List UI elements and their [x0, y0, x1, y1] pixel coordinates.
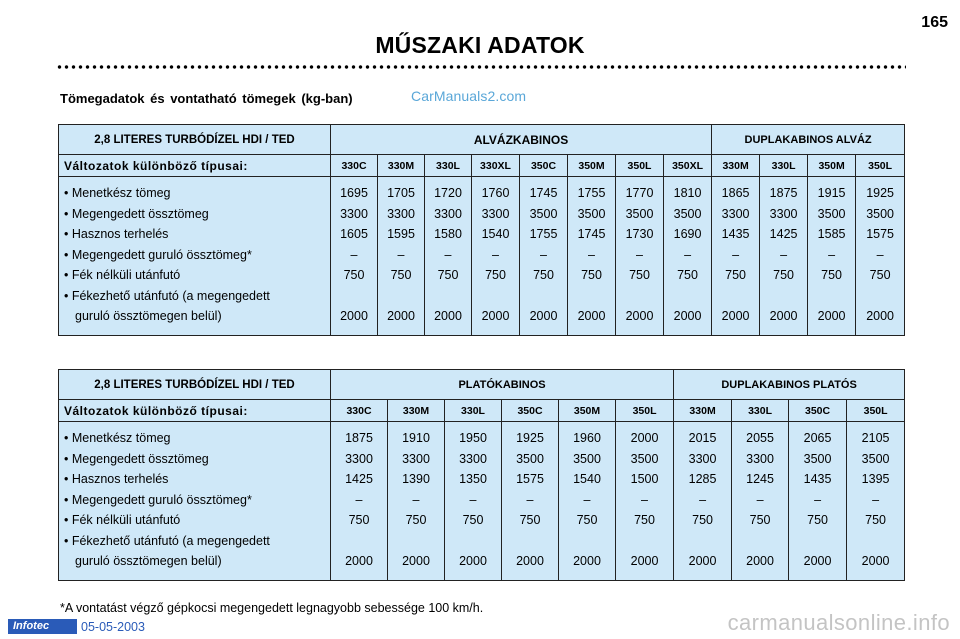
value-cell: 3300 — [434, 206, 462, 221]
value-cell: – — [641, 492, 648, 507]
group-header-double-cab-platform: DUPLAKABINOS PLATÓS — [674, 370, 905, 400]
value-cell: 3300 — [481, 206, 510, 221]
value-cell: – — [444, 247, 452, 262]
value-cell: 1435 — [721, 227, 750, 241]
value-cell: 1950 — [459, 431, 487, 445]
row-labels — [59, 177, 331, 336]
value-cell: 2000 — [630, 554, 659, 568]
value-cell: 1690 — [673, 227, 702, 241]
value-cell: 1540 — [481, 227, 510, 241]
page-number: 165 — [921, 14, 948, 31]
value-cell: 1915 — [817, 186, 846, 200]
value-cell: 1245 — [746, 472, 774, 486]
value-cell: – — [355, 492, 363, 507]
value-column — [789, 422, 847, 581]
chassis-cab-weights-table — [58, 124, 905, 336]
value-cell: 750 — [773, 268, 794, 282]
value-cell: 2000 — [577, 309, 606, 323]
value-cell: 3500 — [817, 206, 846, 221]
value-cell: 2015 — [688, 431, 717, 445]
value-cell: – — [872, 492, 880, 507]
dotted-title-rule — [56, 64, 906, 70]
value-column — [856, 177, 905, 336]
value-cell: 3300 — [340, 206, 368, 221]
spacer — [856, 286, 904, 307]
label-curb-weight: • Menetkész tömeg — [64, 431, 171, 445]
value-cell: 2000 — [529, 309, 558, 323]
value-cell: 3300 — [402, 451, 430, 466]
type-cell: 330M — [378, 155, 425, 177]
type-cell: 350XL — [664, 155, 712, 177]
type-cell: 330C — [331, 400, 388, 422]
value-column — [808, 177, 856, 336]
spacer — [378, 286, 424, 307]
value-column — [520, 177, 568, 336]
type-cell: 350C — [502, 400, 559, 422]
spacer — [502, 531, 558, 552]
value-cell: 750 — [725, 268, 746, 282]
spacer — [760, 286, 807, 307]
value-cell: 3300 — [387, 206, 415, 221]
carmanuals-watermark: CarManuals2.com — [411, 88, 527, 104]
value-column — [445, 422, 502, 581]
value-column — [732, 422, 789, 581]
value-cell: 1595 — [387, 227, 415, 241]
spacer — [616, 286, 663, 307]
label-curb-weight: • Menetkész tömeg — [64, 186, 171, 200]
label-gross-train-weight: • Megengedett guruló össztömeg* — [64, 492, 252, 507]
type-cell: 330M — [712, 155, 760, 177]
types-label: Változatok különböző típusai: — [59, 155, 331, 177]
value-cell: – — [814, 492, 822, 507]
value-cell: 2000 — [481, 309, 510, 323]
value-cell: 3500 — [673, 206, 702, 221]
value-cell: 1755 — [529, 227, 558, 241]
spacer — [732, 531, 788, 552]
value-column — [559, 422, 616, 581]
value-cell: – — [684, 247, 692, 262]
value-cell: 3500 — [573, 451, 601, 466]
type-cell: 330L — [445, 400, 502, 422]
value-cell: 750 — [581, 268, 602, 282]
value-cell: – — [732, 247, 740, 262]
value-cell: – — [397, 247, 405, 262]
value-column — [378, 177, 425, 336]
value-cell: 3500 — [516, 451, 544, 466]
value-cell: 2105 — [861, 431, 890, 445]
spacer — [664, 286, 711, 307]
footnote: *A vontatást végző gépkocsi megengedett legnagyobb sebessége 100 km/h. — [60, 601, 484, 615]
row-labels — [59, 422, 331, 581]
types-row — [59, 155, 905, 177]
value-cell: 750 — [343, 268, 365, 282]
value-cell: – — [540, 247, 547, 262]
value-cell: 1695 — [340, 186, 368, 200]
spacer — [712, 286, 759, 307]
value-cell: 1390 — [402, 472, 430, 486]
type-cell: 350L — [616, 155, 664, 177]
type-cell: 350M — [568, 155, 616, 177]
value-cell: 1500 — [630, 472, 659, 486]
value-cell: 3300 — [688, 451, 717, 466]
type-cell: 350C — [520, 155, 568, 177]
type-cell: 330M — [388, 400, 445, 422]
value-cell: 3300 — [345, 451, 373, 466]
type-cell: 330L — [425, 155, 472, 177]
value-cell: 2000 — [459, 554, 487, 568]
value-cell: 1575 — [516, 472, 544, 486]
type-cell: 350L — [616, 400, 674, 422]
value-cell: 3300 — [721, 206, 750, 221]
value-cell: 1875 — [769, 186, 798, 200]
value-cell: – — [636, 247, 643, 262]
label-braked-trailer: • Fékezhető utánfutó (a megengedett — [64, 288, 270, 303]
value-cell: 1425 — [345, 472, 373, 486]
value-column — [472, 177, 520, 336]
value-cell: 750 — [677, 268, 698, 282]
value-cell: 1540 — [573, 472, 601, 486]
value-cell: 3500 — [630, 451, 659, 466]
value-cell: 2000 — [625, 309, 654, 323]
type-cell: 330XL — [472, 155, 520, 177]
value-cell: 3500 — [861, 451, 890, 466]
group-header-double-cab-chassis: DUPLAKABINOS ALVÁZ — [712, 125, 905, 155]
value-cell: 2000 — [688, 554, 717, 568]
value-cell: 1395 — [861, 472, 890, 486]
spacer — [568, 286, 615, 307]
label-unbraked-trailer: • Fék nélküli utánfutó — [64, 513, 181, 527]
label-gross-weight: • Megengedett össztömeg — [64, 206, 209, 221]
value-cell: 1960 — [573, 431, 601, 445]
value-cell: 750 — [576, 513, 598, 527]
value-cell: 1605 — [340, 227, 368, 241]
values-row — [59, 177, 905, 336]
type-cell: 350L — [847, 400, 905, 422]
value-cell: 2000 — [866, 309, 894, 323]
value-cell: 750 — [437, 268, 459, 282]
value-cell: 1925 — [866, 186, 894, 200]
value-cell: 1575 — [866, 227, 894, 241]
value-cell: 2000 — [345, 554, 373, 568]
value-column — [664, 177, 712, 336]
spacer — [388, 531, 444, 552]
value-column — [331, 422, 388, 581]
group-header-chassis-cab: ALVÁZKABINOS — [331, 125, 712, 155]
value-column — [425, 177, 472, 336]
value-cell: 2000 — [434, 309, 462, 323]
spacer — [789, 531, 846, 552]
label-unbraked-trailer: • Fék nélküli utánfutó — [64, 268, 181, 282]
value-cell: 1425 — [769, 227, 798, 241]
value-column — [674, 422, 732, 581]
spacer — [445, 531, 501, 552]
spacer — [847, 531, 904, 552]
spacer — [559, 531, 615, 552]
spacer — [331, 286, 377, 307]
value-cell: 2065 — [803, 431, 832, 445]
type-cell: 330C — [331, 155, 378, 177]
value-cell: 1745 — [577, 227, 606, 241]
value-cell: 3300 — [769, 206, 798, 221]
value-cell: 2000 — [573, 554, 601, 568]
spacer — [808, 286, 855, 307]
value-cell: 2000 — [402, 554, 430, 568]
value-cell: 2000 — [721, 309, 750, 323]
value-cell: – — [780, 247, 788, 262]
spacer — [425, 286, 471, 307]
type-cell: 350C — [789, 400, 847, 422]
spacer — [520, 286, 567, 307]
value-cell: 750 — [692, 513, 713, 527]
value-cell: 1810 — [673, 186, 702, 200]
value-cell: 1925 — [516, 431, 544, 445]
label-braked-trailer: • Fékezhető utánfutó (a megengedett — [64, 533, 270, 548]
label-gross-train-weight: • Megengedett guruló össztömeg* — [64, 247, 252, 262]
value-cell: 2000 — [746, 554, 774, 568]
value-cell: 750 — [485, 268, 506, 282]
value-cell: 1745 — [529, 186, 558, 200]
value-cell: 2000 — [817, 309, 846, 323]
value-cell: 2000 — [673, 309, 702, 323]
types-label: Változatok különböző típusai: — [59, 400, 331, 422]
site-watermark: carmanualsonline.info — [727, 610, 950, 635]
label-braked-trailer-cont: guruló össztömegen belül) — [75, 554, 222, 568]
label-gross-weight: • Megengedett össztömeg — [64, 451, 209, 466]
value-cell: 1770 — [625, 186, 654, 200]
value-cell: 3500 — [529, 206, 558, 221]
value-cell: 3500 — [625, 206, 654, 221]
label-braked-trailer-cont: guruló össztömegen belül) — [75, 309, 222, 323]
label-payload: • Hasznos terhelés — [64, 227, 169, 241]
types-row — [59, 400, 905, 422]
value-cell: 750 — [405, 513, 427, 527]
value-cell: 2055 — [746, 431, 774, 445]
value-cell: 3300 — [746, 451, 774, 466]
values-row — [59, 422, 905, 581]
value-cell: 750 — [869, 268, 891, 282]
value-cell: – — [699, 492, 707, 507]
page-title: MŰSZAKI ADATOK — [375, 32, 585, 58]
value-column — [331, 177, 378, 336]
value-cell: – — [583, 492, 591, 507]
value-cell: 750 — [807, 513, 828, 527]
value-cell: 750 — [821, 268, 842, 282]
value-column — [502, 422, 559, 581]
value-cell: – — [756, 492, 764, 507]
value-column — [568, 177, 616, 336]
value-cell: 3500 — [803, 451, 832, 466]
value-cell: 750 — [749, 513, 771, 527]
engine-header: 2,8 LITERES TURBÓDÍZEL HDI / TED — [59, 370, 331, 400]
value-cell: 1350 — [459, 472, 487, 486]
value-cell: – — [469, 492, 477, 507]
type-cell: 330L — [732, 400, 789, 422]
value-cell: 1875 — [345, 431, 373, 445]
type-cell: 330M — [674, 400, 732, 422]
type-cell: 350M — [808, 155, 856, 177]
spacer — [331, 531, 387, 552]
section-subtitle: Tömegadatok és vontatható tömegek (kg-ban) — [60, 91, 353, 106]
value-cell: 750 — [390, 268, 412, 282]
value-cell: 3500 — [866, 206, 894, 221]
value-cell: 1435 — [803, 472, 832, 486]
value-cell: 1760 — [481, 186, 510, 200]
print-date: 05-05-2003 — [81, 620, 145, 634]
value-column — [712, 177, 760, 336]
type-cell: 350M — [559, 400, 616, 422]
value-cell: 1580 — [434, 227, 462, 241]
value-cell: – — [526, 492, 534, 507]
platform-cab-weights-table — [58, 369, 905, 581]
value-cell: 3300 — [459, 451, 487, 466]
value-cell: 2000 — [803, 554, 832, 568]
value-cell: 750 — [634, 513, 655, 527]
infotec-logo: Infotec — [8, 619, 77, 634]
value-cell: 1285 — [688, 472, 717, 486]
value-column — [616, 177, 664, 336]
value-cell: 1865 — [721, 186, 750, 200]
type-cell: 330L — [760, 155, 808, 177]
value-cell: 1755 — [577, 186, 606, 200]
spacer — [472, 286, 519, 307]
value-cell: – — [588, 247, 595, 262]
value-cell: – — [876, 247, 884, 262]
value-cell: – — [828, 247, 836, 262]
value-cell: 750 — [533, 268, 554, 282]
value-cell: – — [492, 247, 499, 262]
value-cell: 1910 — [402, 431, 430, 445]
value-cell: 1730 — [625, 227, 654, 241]
type-cell: 350L — [856, 155, 905, 177]
value-cell: 2000 — [861, 554, 890, 568]
value-cell: 1585 — [817, 227, 846, 241]
value-cell: 1720 — [434, 186, 462, 200]
value-cell: 2000 — [340, 309, 368, 323]
group-header-platform-cab: PLATÓKABINOS — [331, 370, 674, 400]
value-cell: 750 — [348, 513, 370, 527]
engine-header: 2,8 LITERES TURBÓDÍZEL HDI / TED — [59, 125, 331, 155]
value-column — [388, 422, 445, 581]
value-cell: 1705 — [387, 186, 415, 200]
value-column — [847, 422, 905, 581]
value-column — [616, 422, 674, 581]
value-cell: 750 — [462, 513, 484, 527]
value-cell: 2000 — [769, 309, 798, 323]
value-cell: 3500 — [577, 206, 606, 221]
spacer — [616, 531, 673, 552]
spacer — [674, 531, 731, 552]
value-cell: 2000 — [630, 431, 659, 445]
value-cell: 750 — [629, 268, 650, 282]
value-cell: 750 — [519, 513, 541, 527]
value-cell: – — [412, 492, 420, 507]
label-payload: • Hasznos terhelés — [64, 472, 169, 486]
value-cell: 2000 — [387, 309, 415, 323]
value-cell: 2000 — [516, 554, 544, 568]
value-column — [760, 177, 808, 336]
value-cell: – — [350, 247, 358, 262]
value-cell: 750 — [865, 513, 886, 527]
